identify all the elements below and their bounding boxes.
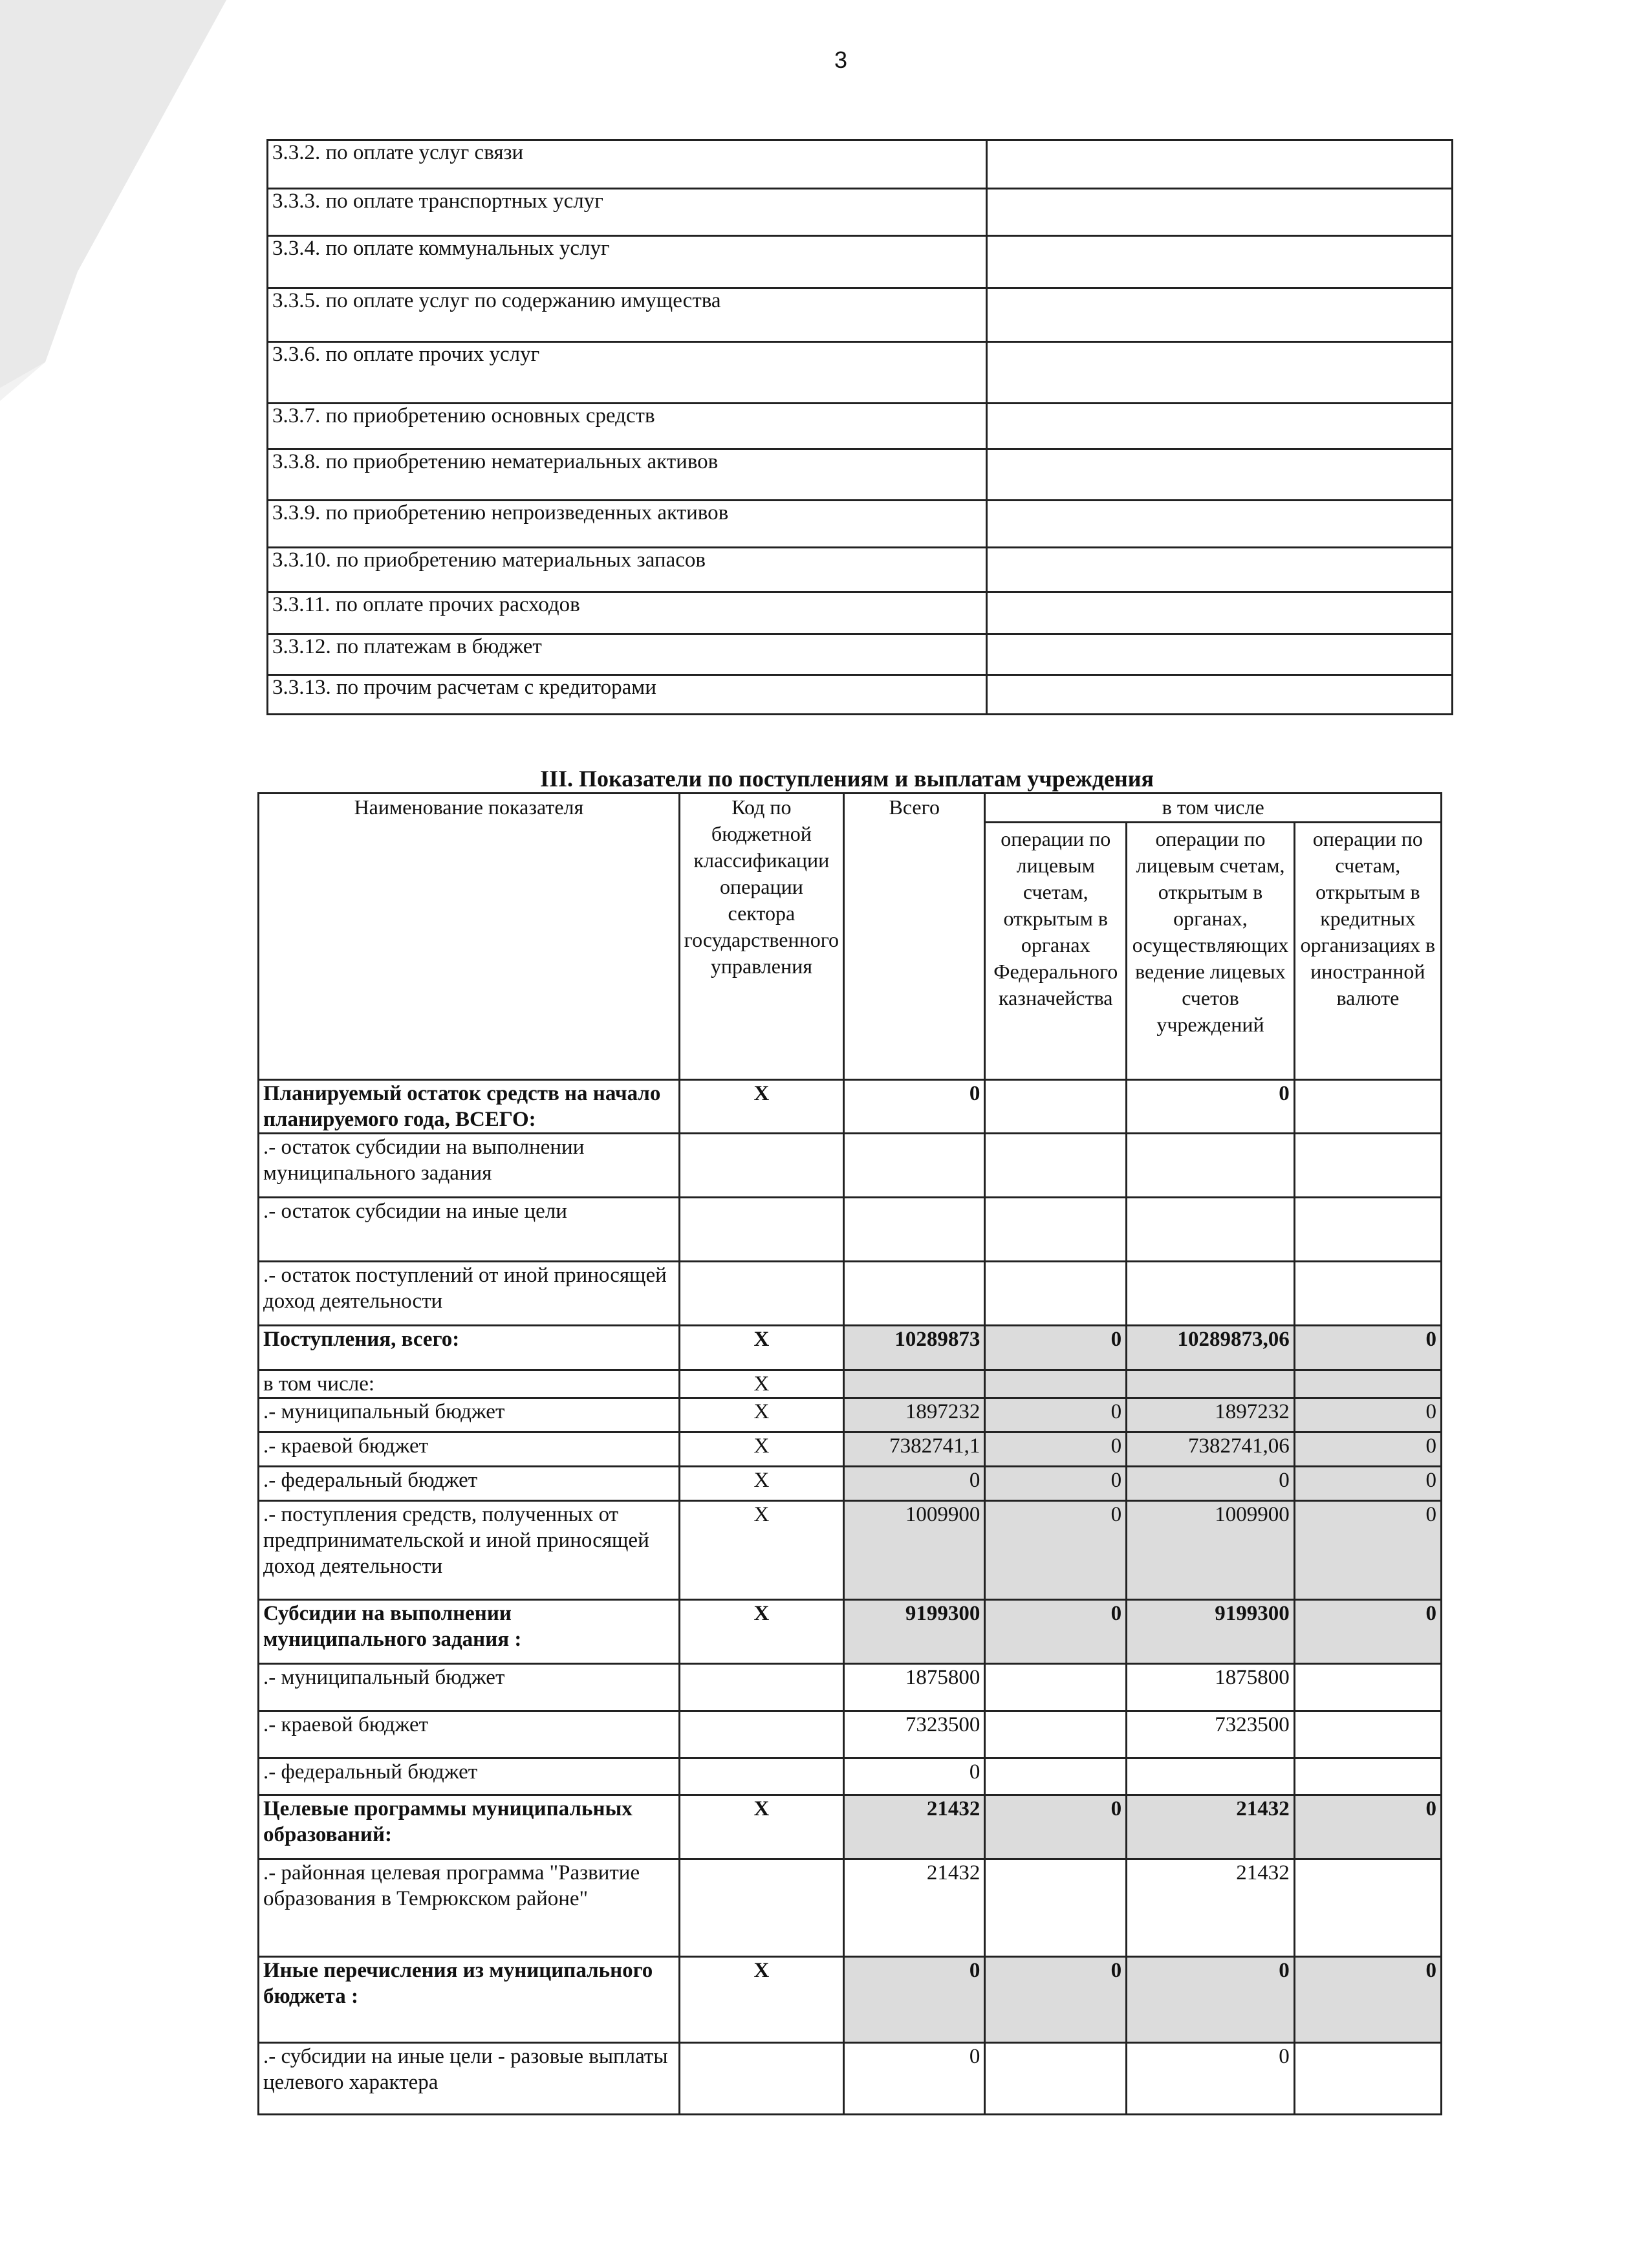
- cell-authority-accounts: 0: [1127, 2043, 1295, 2115]
- table2-row: [259, 1957, 1442, 2043]
- cell-total: 1897232: [844, 1398, 985, 1432]
- table2-row: [259, 1080, 1442, 1134]
- cell-federal-treasury: 0: [985, 1398, 1127, 1432]
- table2-row: [259, 1398, 1442, 1432]
- table1-row-value: [986, 592, 1452, 634]
- cell-federal-treasury: [985, 1262, 1127, 1326]
- cell-name: Целевые программы муниципальных образований:: [259, 1795, 680, 1859]
- cell-code: [679, 1711, 843, 1758]
- cell-foreign-currency: 0: [1294, 1398, 1441, 1432]
- table1-row-value: [986, 404, 1452, 449]
- cell-federal-treasury: [985, 1080, 1127, 1134]
- header-total: Всего: [844, 794, 985, 1080]
- page-number: 3: [834, 47, 848, 73]
- table1-row-value: [986, 288, 1452, 342]
- table1-row: [268, 140, 1453, 189]
- table1-row-label: 3.3.13. по прочим расчетам с кредиторами: [268, 675, 987, 715]
- table1-row-value: [986, 236, 1452, 288]
- cell-authority-accounts: 1009900: [1127, 1501, 1295, 1600]
- cell-total: 0: [844, 1467, 985, 1501]
- cell-total: 9199300: [844, 1600, 985, 1664]
- table1-row-value: [986, 501, 1452, 548]
- header-federal-treasury: операции по лицевым счетам, открытым в органах Федерального казначейства: [985, 823, 1127, 1080]
- cell-federal-treasury: 0: [985, 1432, 1127, 1467]
- cell-code: X: [679, 1080, 843, 1134]
- cell-name: .- федеральный бюджет: [259, 1467, 680, 1501]
- table1-row-value: [986, 189, 1452, 236]
- header-code: Код по бюджетной классификации операции сектора государственного управления: [679, 794, 843, 1080]
- cell-authority-accounts: 7382741,06: [1127, 1432, 1295, 1467]
- cell-foreign-currency: 0: [1294, 1501, 1441, 1600]
- section-title: III. Показатели по поступлениям и выплатам учреждения: [540, 766, 1154, 792]
- cell-federal-treasury: 0: [985, 1467, 1127, 1501]
- cell-federal-treasury: 0: [985, 1501, 1127, 1600]
- table2-row: [259, 1134, 1442, 1198]
- cell-code: X: [679, 1370, 843, 1398]
- table1-row-label: 3.3.2. по оплате услуг связи: [268, 140, 987, 189]
- cell-foreign-currency: [1294, 1080, 1441, 1134]
- cell-total: 1875800: [844, 1664, 985, 1711]
- cell-authority-accounts: 10289873,06: [1127, 1326, 1295, 1370]
- table1-row-value: [986, 675, 1452, 715]
- cell-federal-treasury: 0: [985, 1600, 1127, 1664]
- cell-authority-accounts: [1127, 1758, 1295, 1795]
- cell-foreign-currency: 0: [1294, 1795, 1441, 1859]
- cell-foreign-currency: 0: [1294, 1600, 1441, 1664]
- cell-code: X: [679, 1501, 843, 1600]
- cell-foreign-currency: 0: [1294, 1326, 1441, 1370]
- table1-row: [268, 675, 1453, 715]
- cell-federal-treasury: [985, 2043, 1127, 2115]
- cell-name: в том числе:: [259, 1370, 680, 1398]
- table1-row-value: [986, 634, 1452, 675]
- cell-authority-accounts: 1875800: [1127, 1664, 1295, 1711]
- cell-code: [679, 1134, 843, 1198]
- cell-authority-accounts: [1127, 1198, 1295, 1262]
- cell-name: Поступления, всего:: [259, 1326, 680, 1370]
- cell-foreign-currency: [1294, 1262, 1441, 1326]
- cell-foreign-currency: [1294, 1859, 1441, 1957]
- cell-total: 21432: [844, 1795, 985, 1859]
- table1-row-value: [986, 342, 1452, 404]
- cell-foreign-currency: 0: [1294, 1957, 1441, 2043]
- expenses-table: [266, 139, 1453, 715]
- cell-total: 7382741,1: [844, 1432, 985, 1467]
- table1-row-label: 3.3.7. по приобретению основных средств: [268, 404, 987, 449]
- cell-federal-treasury: 0: [985, 1795, 1127, 1859]
- table1-row-label: 3.3.8. по приобретению нематериальных активов: [268, 449, 987, 501]
- table1-row-label: 3.3.3. по оплате транспортных услуг: [268, 189, 987, 236]
- cell-foreign-currency: 0: [1294, 1432, 1441, 1467]
- table2-row: [259, 1758, 1442, 1795]
- table2-row: [259, 1795, 1442, 1859]
- cell-authority-accounts: 7323500: [1127, 1711, 1295, 1758]
- cell-federal-treasury: [985, 1198, 1127, 1262]
- cell-code: X: [679, 1467, 843, 1501]
- income-expense-table: [257, 792, 1442, 2115]
- cell-authority-accounts: 0: [1127, 1957, 1295, 2043]
- cell-name: .- районная целевая программа "Развитие образования в Темрюкском районе": [259, 1859, 680, 1957]
- table1-row-label: 3.3.10. по приобретению материальных запасов: [268, 548, 987, 592]
- cell-total: 0: [844, 1957, 985, 2043]
- cell-name: .- остаток поступлений от иной приносящей доход деятельности: [259, 1262, 680, 1326]
- table1-row: [268, 189, 1453, 236]
- cell-name: Субсидии на выполнении муниципального задания :: [259, 1600, 680, 1664]
- cell-authority-accounts: [1127, 1262, 1295, 1326]
- table2-row: [259, 1467, 1442, 1501]
- table2-row: [259, 1600, 1442, 1664]
- cell-federal-treasury: 0: [985, 1957, 1127, 2043]
- cell-federal-treasury: 0: [985, 1326, 1127, 1370]
- cell-code: [679, 1758, 843, 1795]
- cell-authority-accounts: [1127, 1134, 1295, 1198]
- table1-row: [268, 501, 1453, 548]
- cell-code: X: [679, 1432, 843, 1467]
- cell-total: 0: [844, 1758, 985, 1795]
- header-name: Наименование показателя: [259, 794, 680, 1080]
- cell-foreign-currency: 0: [1294, 1467, 1441, 1501]
- cell-total: 10289873: [844, 1326, 985, 1370]
- cell-federal-treasury: [985, 1370, 1127, 1398]
- cell-total: 0: [844, 2043, 985, 2115]
- cell-total: 0: [844, 1080, 985, 1134]
- cell-foreign-currency: [1294, 1711, 1441, 1758]
- cell-federal-treasury: [985, 1859, 1127, 1957]
- cell-total: [844, 1370, 985, 1398]
- header-foreign-currency: операции по счетам, открытым в кредитных организациях в иностранной валюте: [1294, 823, 1441, 1080]
- cell-foreign-currency: [1294, 1370, 1441, 1398]
- table2-row: [259, 1664, 1442, 1711]
- table1-row: [268, 592, 1453, 634]
- cell-authority-accounts: 21432: [1127, 1859, 1295, 1957]
- table1-row-value: [986, 140, 1452, 189]
- table2-row: [259, 2043, 1442, 2115]
- cell-code: X: [679, 1957, 843, 2043]
- cell-foreign-currency: [1294, 1134, 1441, 1198]
- table2-row: [259, 1711, 1442, 1758]
- cell-name: .- поступления средств, полученных от предпринимательской и иной приносящей доход деятельности: [259, 1501, 680, 1600]
- table2-row: [259, 1262, 1442, 1326]
- cell-authority-accounts: [1127, 1370, 1295, 1398]
- table1-row-label: 3.3.5. по оплате услуг по содержанию имущества: [268, 288, 987, 342]
- cell-name: Планируемый остаток средств на начало планируемого года, ВСЕГО:: [259, 1080, 680, 1134]
- cell-name: .- остаток субсидии на иные цели: [259, 1198, 680, 1262]
- cell-name: .- федеральный бюджет: [259, 1758, 680, 1795]
- table1-row: [268, 404, 1453, 449]
- cell-authority-accounts: 9199300: [1127, 1600, 1295, 1664]
- cell-code: X: [679, 1326, 843, 1370]
- table1-row-label: 3.3.9. по приобретению непроизведенных активов: [268, 501, 987, 548]
- table1-row-label: 3.3.12. по платежам в бюджет: [268, 634, 987, 675]
- table1-row: [268, 449, 1453, 501]
- cell-code: X: [679, 1398, 843, 1432]
- cell-federal-treasury: [985, 1758, 1127, 1795]
- table1-row-label: 3.3.6. по оплате прочих услуг: [268, 342, 987, 404]
- cell-authority-accounts: 0: [1127, 1467, 1295, 1501]
- table1-row-value: [986, 449, 1452, 501]
- cell-code: [679, 1262, 843, 1326]
- cell-code: [679, 1664, 843, 1711]
- cell-foreign-currency: [1294, 1198, 1441, 1262]
- cell-code: X: [679, 1600, 843, 1664]
- cell-total: 7323500: [844, 1711, 985, 1758]
- cell-total: [844, 1198, 985, 1262]
- cell-name: .- муниципальный бюджет: [259, 1398, 680, 1432]
- cell-name: .- краевой бюджет: [259, 1711, 680, 1758]
- table1-row: [268, 236, 1453, 288]
- cell-federal-treasury: [985, 1134, 1127, 1198]
- cell-authority-accounts: 1897232: [1127, 1398, 1295, 1432]
- cell-total: [844, 1134, 985, 1198]
- table1-row: [268, 342, 1453, 404]
- header-including: в том числе: [985, 794, 1442, 823]
- table1-row: [268, 288, 1453, 342]
- table2-row: [259, 1370, 1442, 1398]
- cell-foreign-currency: [1294, 1664, 1441, 1711]
- cell-total: 1009900: [844, 1501, 985, 1600]
- table1-row-label: 3.3.11. по оплате прочих расходов: [268, 592, 987, 634]
- cell-foreign-currency: [1294, 2043, 1441, 2115]
- cell-federal-treasury: [985, 1664, 1127, 1711]
- cell-name: .- муниципальный бюджет: [259, 1664, 680, 1711]
- table1-row-value: [986, 548, 1452, 592]
- cell-name: Иные перечисления из муниципального бюджета :: [259, 1957, 680, 2043]
- header-authority-accounts: операции по лицевым счетам, открытым в органах, осуществляющих ведение лицевых счетов учреждений: [1127, 823, 1295, 1080]
- cell-name: .- краевой бюджет: [259, 1432, 680, 1467]
- table2-row: [259, 1326, 1442, 1370]
- table1-row: [268, 634, 1453, 675]
- cell-federal-treasury: [985, 1711, 1127, 1758]
- table1-row-label: 3.3.4. по оплате коммунальных услуг: [268, 236, 987, 288]
- cell-total: 21432: [844, 1859, 985, 1957]
- cell-name: .- остаток субсидии на выполнении муниципального задания: [259, 1134, 680, 1198]
- table1-row: [268, 548, 1453, 592]
- cell-code: [679, 2043, 843, 2115]
- table2-row: [259, 1501, 1442, 1600]
- cell-code: [679, 1198, 843, 1262]
- cell-name: .- субсидии на иные цели - разовые выплаты целевого характера: [259, 2043, 680, 2115]
- table2-row: [259, 1198, 1442, 1262]
- table2-row: [259, 1432, 1442, 1467]
- table2-row: [259, 1859, 1442, 1957]
- cell-total: [844, 1262, 985, 1326]
- cell-code: [679, 1859, 843, 1957]
- cell-foreign-currency: [1294, 1758, 1441, 1795]
- cell-authority-accounts: 0: [1127, 1080, 1295, 1134]
- cell-code: X: [679, 1795, 843, 1859]
- cell-authority-accounts: 21432: [1127, 1795, 1295, 1859]
